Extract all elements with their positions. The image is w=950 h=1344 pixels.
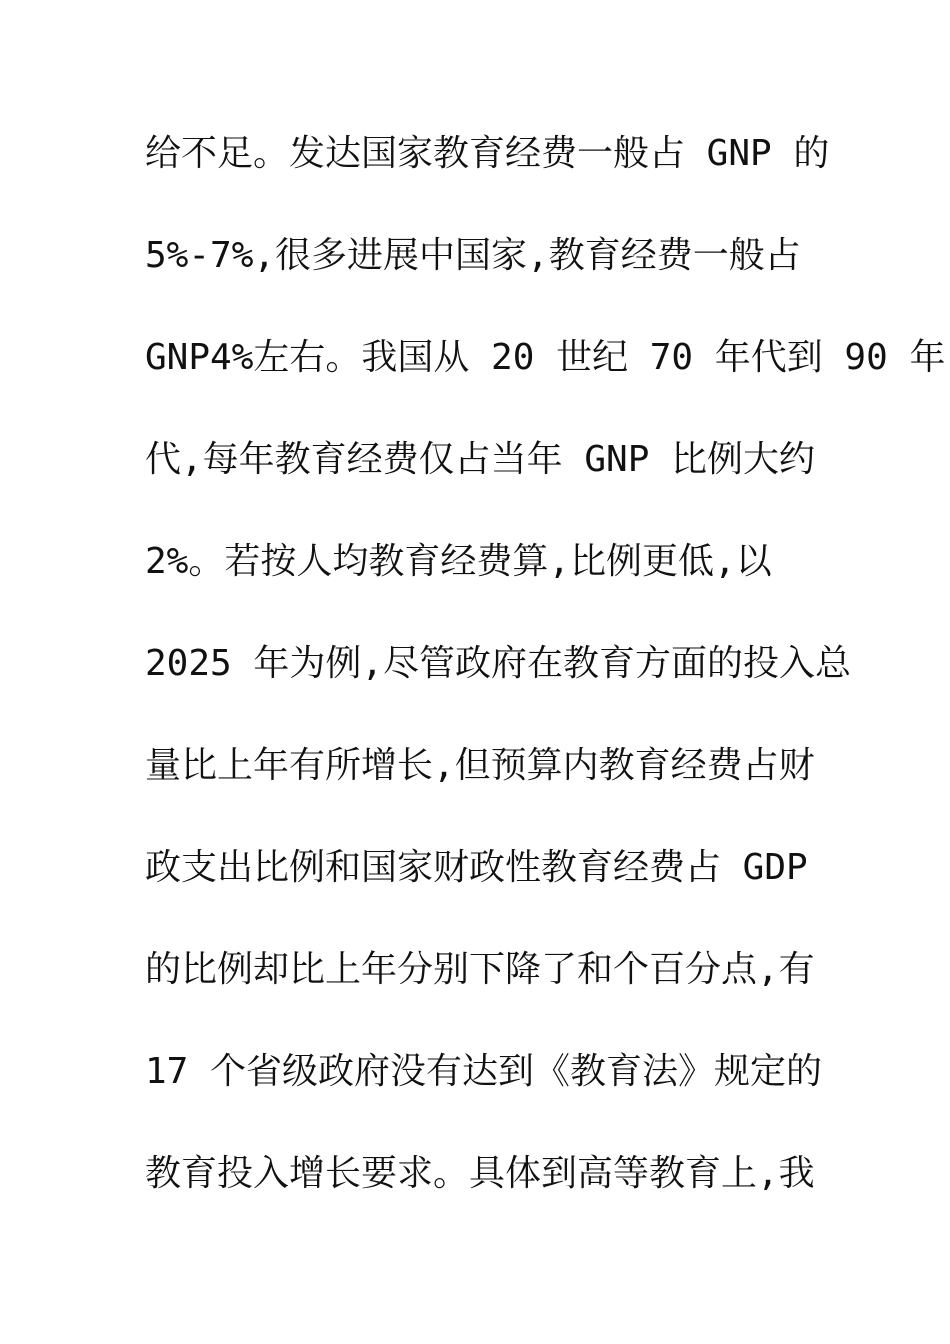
body-text [145, 128, 946, 1250]
text-line: 的比例却比上年分别下降了和个百分点,有 [145, 949, 815, 990]
text-line: 17 个省级政府没有达到《教育法》规定的 [145, 1051, 823, 1092]
text-line: 给不足。发达国家教育经费一般占 GNP 的 [145, 133, 830, 174]
text-line: 代,每年教育经费仅占当年 GNP 比例大约 [145, 439, 816, 480]
text-line: 政支出比例和国家财政性教育经费占 GDP [145, 847, 808, 888]
text-line: GNP4%左右。我国从 20 世纪 70 年代到 90 年 [145, 337, 946, 378]
text-line: 教育投入增长要求。具体到高等教育上,我 [145, 1153, 815, 1194]
text-line: 量比上年有所增长,但预算内教育经费占财 [145, 745, 815, 786]
text-line: 2025 年为例,尽管政府在教育方面的投入总 [145, 643, 852, 684]
text-line: 5%-7%,很多进展中国家,教育经费一般占 [145, 235, 801, 276]
text-line: 2%。若按人均教育经费算,比例更低,以 [145, 541, 772, 582]
